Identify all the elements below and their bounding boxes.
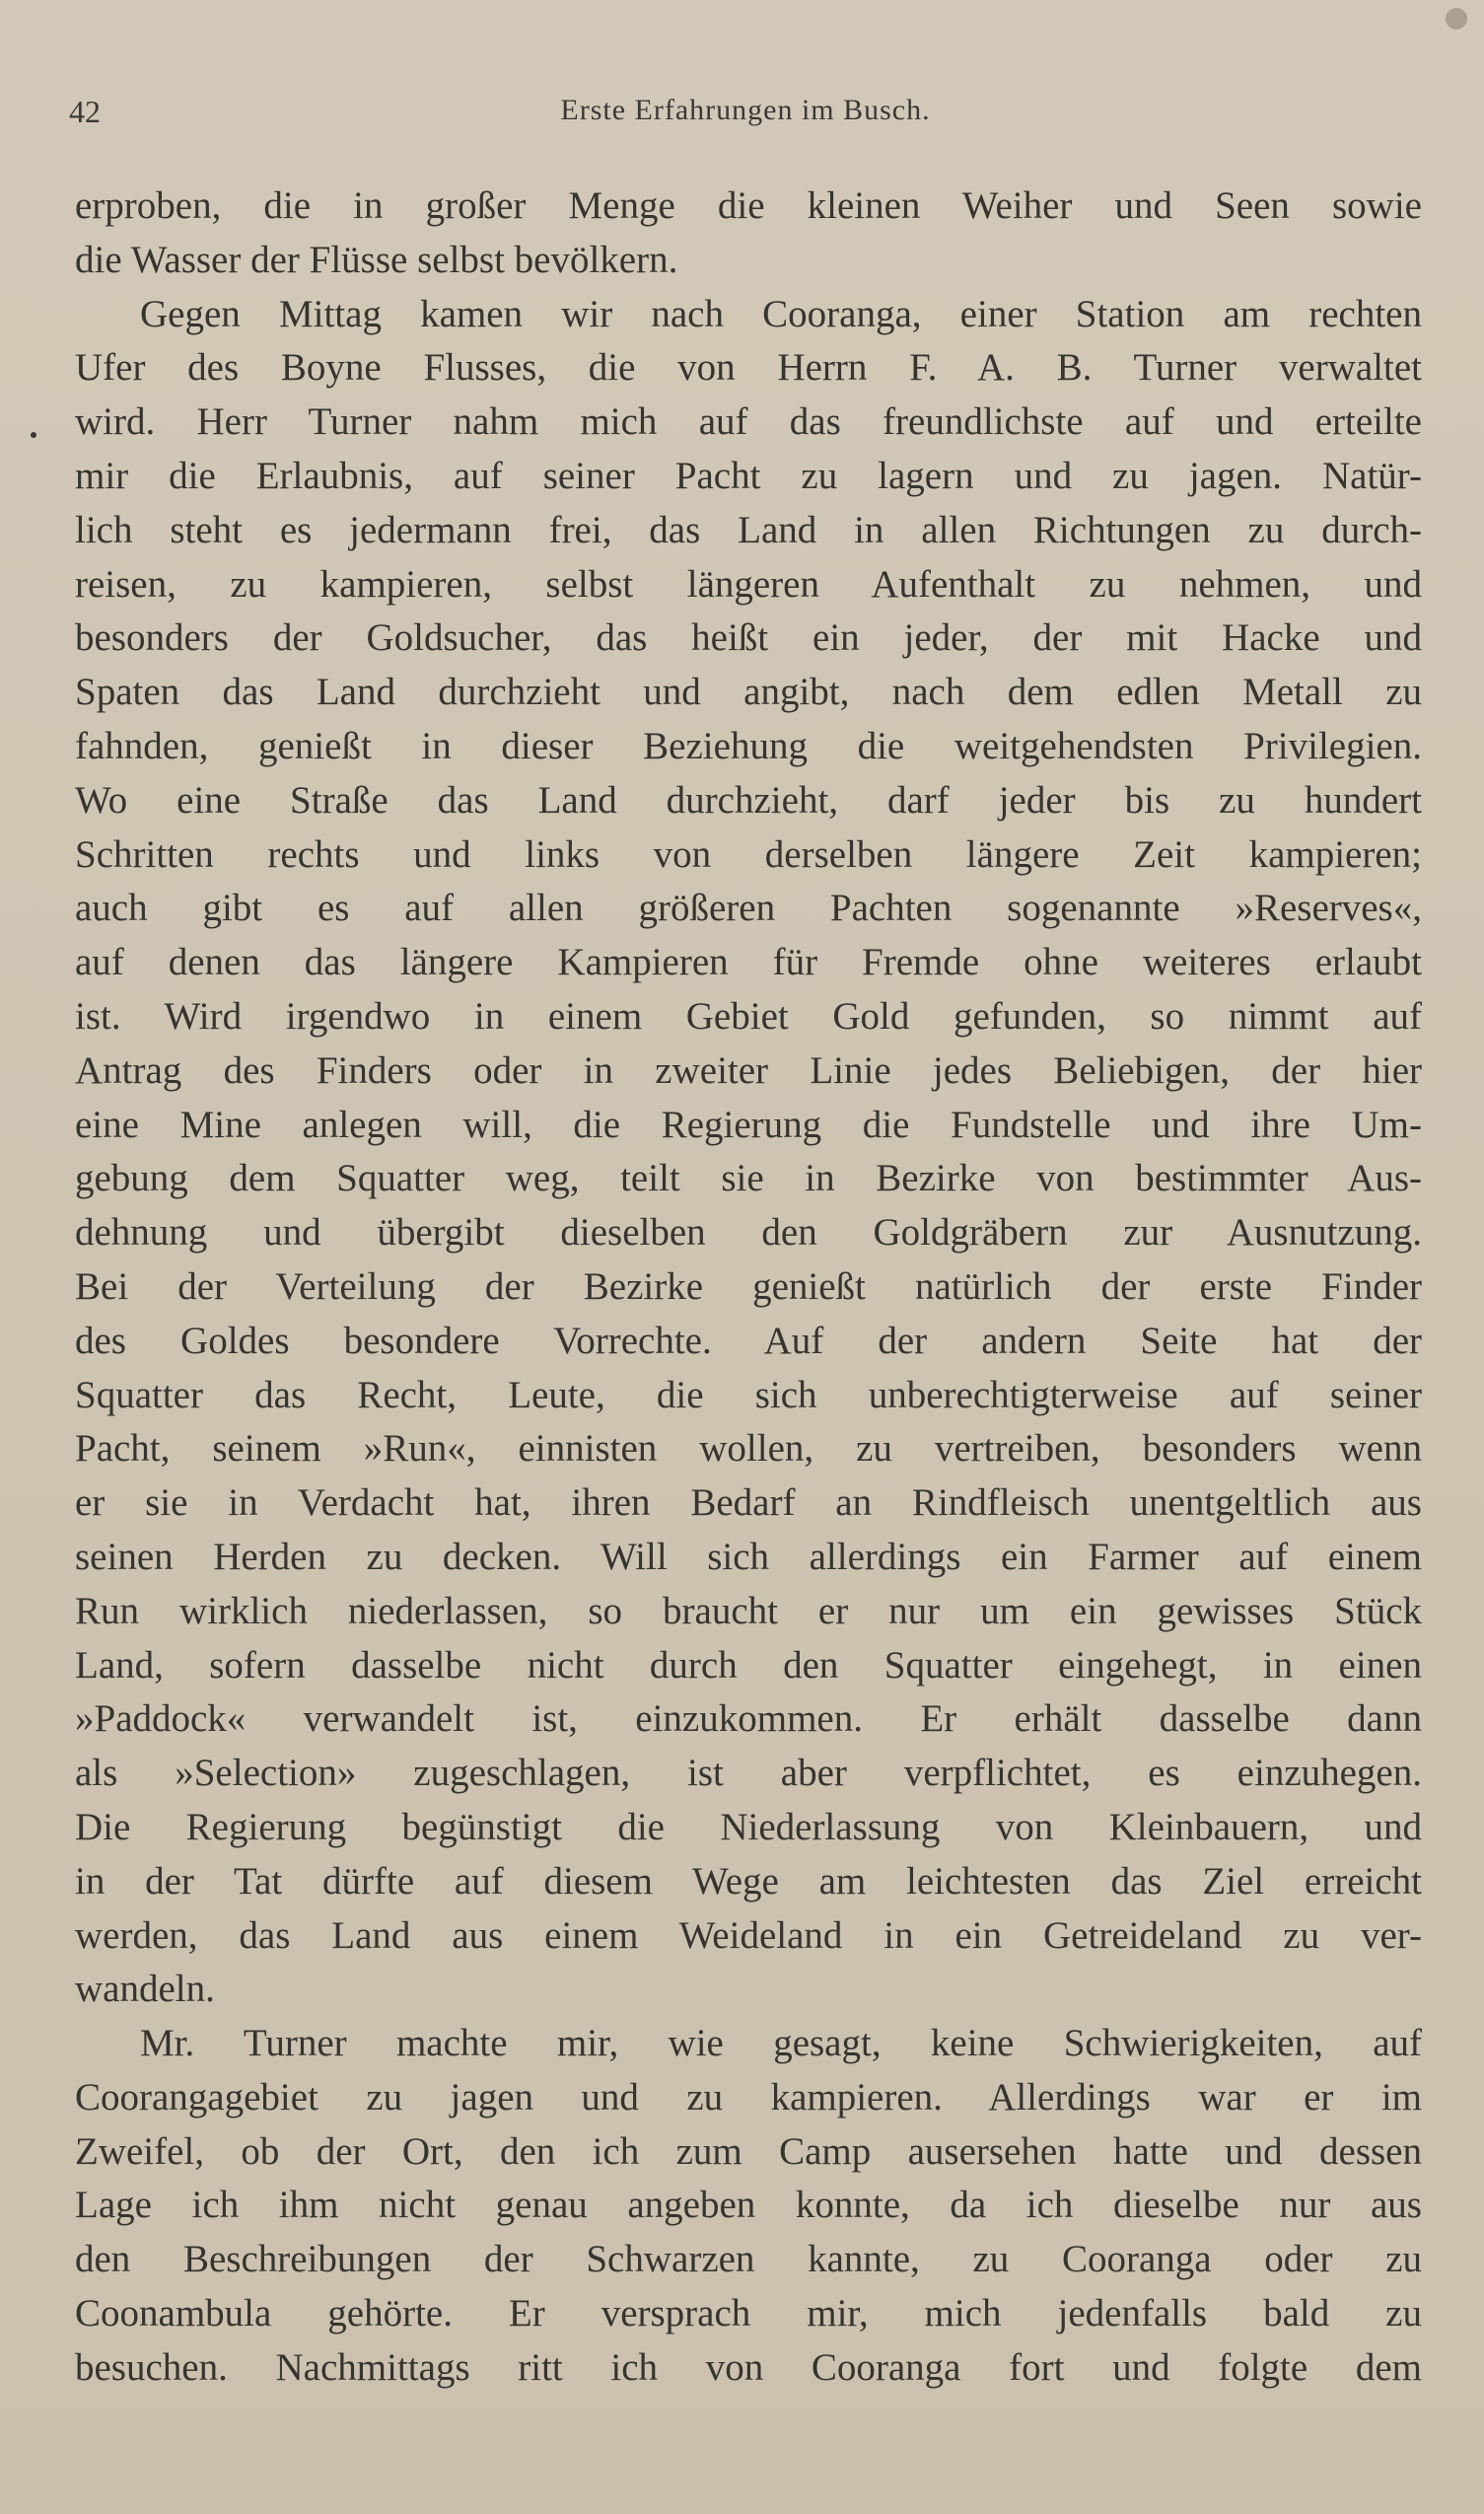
text-line: den Beschreibungen der Schwarzen kannte, zu Cooranga oder zu [75, 2238, 1422, 2281]
text-line: Lage ich ihm nicht genau angeben konnte, da ich dieselbe nur aus [75, 2184, 1422, 2227]
text-line: Coonambula gehörte. Er versprach mir, mich jedenfalls bald zu [75, 2292, 1422, 2335]
margin-mark [31, 432, 36, 438]
text-line: Ufer des Boyne Flusses, die von Herrn F. A. B. Turner verwaltet [75, 346, 1422, 390]
running-head: Erste Erfahrungen im Busch. [560, 94, 931, 126]
text-line: in der Tat dürfte auf diesem Wege am leichtesten das Ziel erreicht [75, 1859, 1422, 1903]
text-line: Squatter das Recht, Leute, die sich unberechtigterweise auf seiner [75, 1373, 1422, 1416]
text-line: besonders der Goldsucher, das heißt ein jeder, der mit Hacke und [75, 616, 1422, 660]
text-line: Wo eine Straße das Land durchzieht, darf jeder bis zu hundert [75, 778, 1422, 822]
text-line: eine Mine anlegen will, die Regierung die Fundstelle und ihre Um- [75, 1103, 1422, 1146]
text-line: besuchen. Nachmittags ritt ich von Cooranga fort und folgte dem [75, 2345, 1422, 2389]
text-line: ist. Wird irgendwo in einem Gebiet Gold gefunden, so nimmt auf [75, 994, 1422, 1038]
body-text [75, 180, 1422, 2396]
text-line: Land, sofern dasselbe nicht durch den Squatter eingehegt, in einen [75, 1643, 1422, 1687]
text-line: wandeln. [75, 1968, 215, 2011]
text-line: als »Selection» zugeschlagen, ist aber verpflichtet, es einzuhegen. [75, 1752, 1422, 1795]
text-line: Zweifel, ob der Ort, den ich zum Camp ausersehen hatte und dessen [75, 2129, 1422, 2173]
text-line: Pacht, seinem »Run«, einnisten wollen, zu vertreiben, besonders wenn [75, 1427, 1422, 1471]
ink-speck [1446, 8, 1467, 30]
text-line: werden, das Land aus einem Weideland in ein Getreideland zu ver- [75, 1913, 1422, 1957]
text-line: Run wirklich niederlassen, so braucht er nur um ein gewisses Stück [75, 1589, 1422, 1632]
text-line: er sie in Verdacht hat, ihren Bedarf an Rindfleisch unentgeltlich aus [75, 1481, 1422, 1525]
text-line: des Goldes besondere Vorrechte. Auf der andern Seite hat der [75, 1319, 1422, 1362]
text-line: Mr. Turner machte mir, wie gesagt, keine Schwierigkeiten, auf [140, 2022, 1422, 2065]
page-header [69, 94, 1422, 137]
text-line: Coorangagebiet zu jagen und zu kampieren. Allerdings war er im [75, 2075, 1422, 2119]
text-line: die Wasser der Flüsse selbst bevölkern. [75, 238, 678, 281]
text-line: gebung dem Squatter weg, teilt sie in Bezirke von bestimmter Aus- [75, 1157, 1422, 1200]
page-number: 42 [69, 94, 101, 129]
text-line: Spaten das Land durchzieht und angibt, nach dem edlen Metall zu [75, 671, 1422, 714]
text-line: fahnden, genießt in dieser Beziehung die weitgehendsten Privilegien. [75, 724, 1422, 767]
text-line: auch gibt es auf allen größeren Pachten sogenannte »Reserves«, [75, 887, 1422, 930]
text-line: Schritten rechts und links von derselben längere Zeit kampieren; [75, 832, 1422, 876]
text-line: Gegen Mittag kamen wir nach Cooranga, einer Station am rechten [140, 292, 1422, 335]
text-line: reisen, zu kampieren, selbst längeren Aufenthalt zu nehmen, und [75, 562, 1422, 606]
text-line: wird. Herr Turner nahm mich auf das freundlichste auf und erteilte [75, 400, 1422, 444]
text-line: lich steht es jedermann frei, das Land in allen Richtungen zu durch- [75, 508, 1422, 551]
text-line: dehnung und übergibt dieselben den Goldgräbern zur Ausnutzung. [75, 1211, 1422, 1255]
text-line: Antrag des Finders oder in zweiter Linie jedes Beliebigen, der hier [75, 1048, 1422, 1092]
text-line: mir die Erlaubnis, auf seiner Pacht zu lagern und zu jagen. Natür- [75, 454, 1422, 497]
text-line: seinen Herden zu decken. Will sich allerdings ein Farmer auf einem [75, 1535, 1422, 1578]
text-line: auf denen das längere Kampieren für Fremde ohne weiteres erlaubt [75, 941, 1422, 984]
text-line: Bei der Verteilung der Bezirke genießt natürlich der erste Finder [75, 1264, 1422, 1308]
text-line: Die Regierung begünstigt die Niederlassung von Kleinbauern, und [75, 1805, 1422, 1848]
text-line: erproben, die in großer Menge die kleinen Weiher und Seen sowie [75, 184, 1422, 227]
text-line: »Paddock« verwandelt ist, einzukommen. Er erhält dasselbe dann [75, 1697, 1422, 1741]
